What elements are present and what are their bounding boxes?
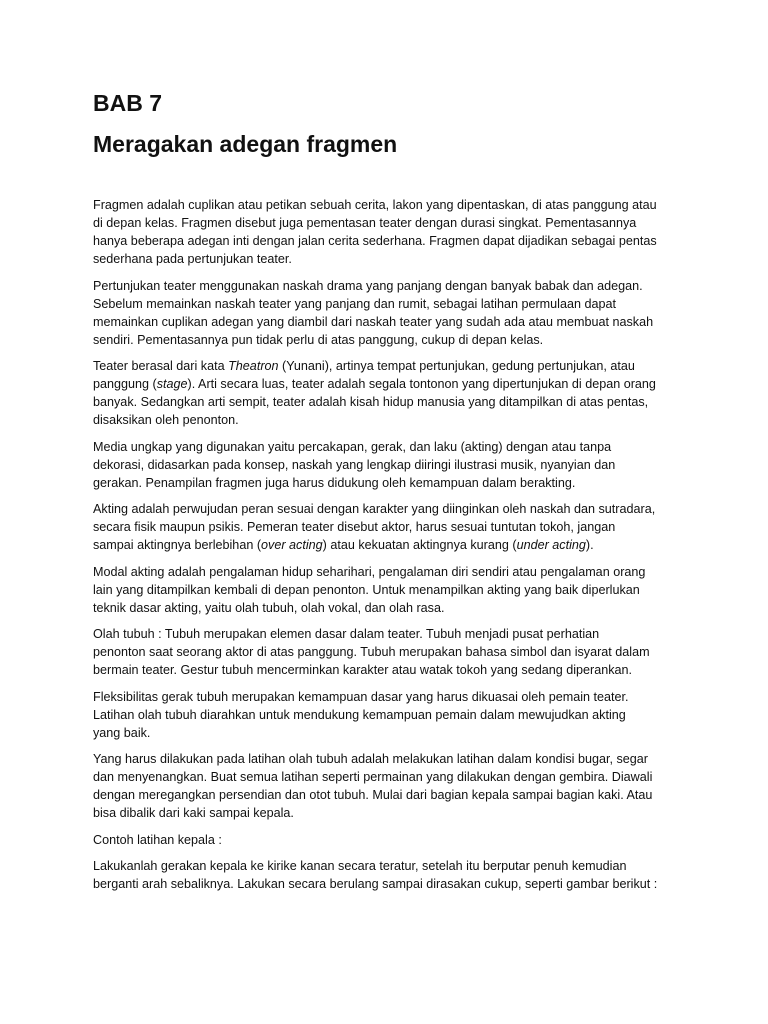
text-line: yang baik. <box>93 725 151 740</box>
paragraph-latihan-olah-tubuh <box>93 750 683 822</box>
text-line: sendiri. Pementasannya pun tidak perlu di atas panggung, cukup di depan kelas. <box>93 332 544 347</box>
chapter-heading: BAB 7 <box>93 90 163 116</box>
text-line: Latihan olah tubuh diarahkan untuk mendukung kemampuan pemain dalam mewujudkan akting <box>93 707 626 722</box>
text-line: berganti arah sebaliknya. Lakukan secara berulang sampai dirasakan cukup, seperti gambar berikut : <box>93 877 658 891</box>
paragraph-olah-tubuh <box>93 625 683 679</box>
text-line: teknik dasar akting, yaitu olah tubuh, olah vokal, dan olah rasa. <box>93 600 445 615</box>
text-line: memainkan cuplikan adegan yang diambil dari naskah teater yang sudah ada atau membuat naskah <box>93 314 654 329</box>
text-line: dan menyenangkan. Buat semua latihan seperti permainan yang dilakukan dengan gembira. Diawali <box>93 770 653 784</box>
text-line: Yang harus dilakukan pada latihan olah tubuh adalah melakukan latihan dalam kondisi bugar, segar <box>93 752 648 766</box>
text-line: Olah tubuh : Tubuh merupakan elemen dasar dalam teater. Tubuh menjadi pusat perhatian <box>93 627 600 641</box>
text-run: sampai aktingnya berlebihan ( <box>93 538 262 552</box>
text-run: ). <box>585 538 594 552</box>
text-run: ) atau kekuatan aktingnya kurang ( <box>322 538 517 552</box>
text-line: Modal akting adalah pengalaman hidup seharihari, pengalaman diri sendiri atau pengalaman orang <box>93 564 646 579</box>
italic-term: under acting <box>516 538 586 552</box>
text-line: disaksikan oleh penonton. <box>93 413 239 427</box>
text-line: Akting adalah perwujudan peran sesuai dengan karakter yang diinginkan oleh naskah dan sutradara, <box>93 502 656 516</box>
text-line: Contoh latihan kepala : <box>93 832 222 847</box>
text-line: Lakukanlah gerakan kepala ke kirike kanan secara teratur, setelah itu berputar penuh kemudian <box>93 859 627 873</box>
text-line: Pertunjukan teater menggunakan naskah drama yang panjang dengan banyak babak dan adegan. <box>93 278 643 293</box>
document-body <box>93 196 683 902</box>
text-line: dengan meregangkan persendian dan otot tubuh. Mulai dari bagian kepala sampai bagian kaki. Atau <box>93 788 653 802</box>
paragraph-akting-definition <box>93 500 683 554</box>
italic-term: stage <box>156 377 188 391</box>
text-line: Media ungkap yang digunakan yaitu percakapan, gerak, dan laku (akting) dengan atau tanpa <box>93 439 612 454</box>
text-line: Fleksibilitas gerak tubuh merupakan kemampuan dasar yang harus dikuasai oleh pemain teater. <box>93 689 629 704</box>
text-line: hanya beberapa adegan inti dengan jalan cerita sederhana. Fragmen dapat dijadikan sebagai pentas <box>93 234 657 248</box>
paragraph-media-ungkap <box>93 438 683 492</box>
italic-term: Theatron <box>228 359 279 373</box>
paragraph-fragmen-definition <box>93 196 683 268</box>
text-run: panggung ( <box>93 377 157 391</box>
text-line: secara fisik maupun psikis. Pemeran teater disebut aktor, harus sesuai tuntutan tokoh, jangan <box>93 520 616 534</box>
text-line: Sebelum memainkan naskah teater yang panjang dan rumit, sebagai latihan permulaan dapat <box>93 296 616 311</box>
text-line: bermain teater. Gestur tubuh mencerminkan karakter atau watak tokoh yang sedang diperankan. <box>93 663 633 677</box>
text-line: di depan kelas. Fragmen disebut juga pementasan teater dengan durasi singkat. Pementasannya <box>93 216 637 230</box>
text-run: (Yunani), artinya tempat pertunjukan, gedung pertunjukan, atau <box>278 359 635 373</box>
text-line: banyak. Sedangkan arti sempit, teater adalah kisah hidup manusia yang ditampilkan di atas pentas, <box>93 395 649 409</box>
text-run: ). Arti secara luas, teater adalah segala tontonon yang dipertunjukan di depan orang <box>187 377 656 391</box>
paragraph-pertunjukan-teater <box>93 277 683 349</box>
text-line: penonton saat seorang aktor di atas panggung. Tubuh merupakan bahasa simbol dan isyarat dalam <box>93 645 650 659</box>
text-line: dekorasi, didasarkan pada konsep, naskah yang lengkap diiringi ilustrasi musik, nyanyian dan <box>93 457 616 472</box>
italic-term: over acting <box>261 538 323 552</box>
text-line <box>93 375 683 393</box>
paragraph-modal-akting <box>93 563 683 617</box>
text-line <box>93 357 683 375</box>
page-title: Meragakan adegan fragmen <box>93 131 398 157</box>
paragraph-gerakan-kepala <box>93 857 683 893</box>
text-line: lain yang ditampilkan kembali di depan penonton. Untuk menampilkan akting yang baik diperlukan <box>93 582 640 597</box>
text-line: sederhana pada pertunjukan teater. <box>93 252 292 266</box>
text-line: gerakan. Penampilan fragmen juga harus didukung oleh kemampuan dalam berakting. <box>93 475 576 490</box>
paragraph-teater-asal-kata <box>93 357 683 429</box>
text-line: bisa dibalik dari kaki sampai kepala. <box>93 806 294 820</box>
paragraph-contoh-latihan <box>93 831 683 849</box>
text-line: Fragmen adalah cuplikan atau petikan sebuah cerita, lakon yang dipentaskan, di atas panggung atau <box>93 198 657 212</box>
text-line <box>93 536 683 554</box>
text-run: Teater berasal dari kata <box>93 359 229 373</box>
paragraph-fleksibilitas <box>93 688 683 742</box>
